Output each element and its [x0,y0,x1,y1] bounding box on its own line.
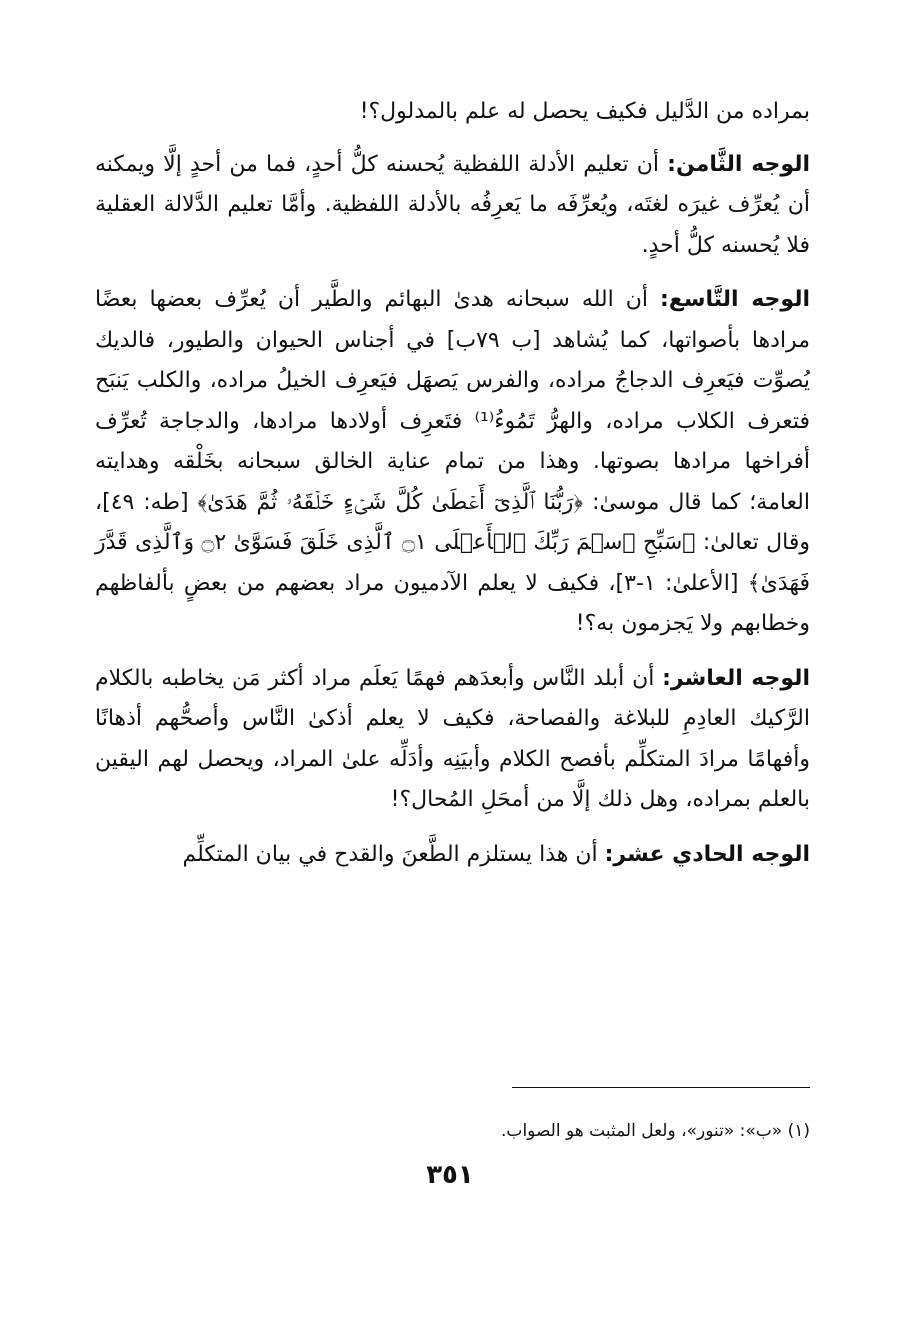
ninth-aspect-text: أن الله سبحانه هدىٰ البهائم والطَّير أن يُعرِّف بعضها بعضًا مرادها بأصواتها، كما يُشاهد [ب ٧٩ب] في أجناس الحيوان والطيور، فالديك يُصوِّت فيَعرِف الدجاجُ مراده، والفرس يَصهَل فيَعرِف الخيلُ مراده، والكلب يَنبَح فتعرف الكلاب مراده، والهرُّ تَمُوءُ⁽¹⁾ فتَعرِف أولادها مرادها، والدجاجة تُعرِّف أفراخها مرادها بصوتها. وهذا من تمام عناية الخالق سبحانه بخَلْقه وهدايته العامة؛ كما قال موسىٰ: ﴿رَبُّنَا ٱلَّذِىٓ أَعۡطَىٰ كُلَّ شَىۡءٍ خَلۡقَهُۥ ثُمَّ هَدَىٰ﴾ [طه: ٤٩]، وقال تعالىٰ: ﴿سَبِّحِ ٱسۡمَ رَبِّكَ ٱلۡأَعۡلَى ۝١ ٱلَّذِى خَلَقَ فَسَوَّىٰ ۝٢ وَٱلَّذِى قَدَّرَ فَهَدَىٰ﴾ [الأعلىٰ: ١-٣]، فكيف لا يعلم الآدميون مراد بعضهم من بعضٍ بألفاظهم وخطابهم ولا يَجزمون به؟! [95,287,810,636]
page-body [95,92,810,889]
paragraph-1-text: بمراده من الدَّليل فكيف يحصل له علم بالمدلول؟! [359,99,810,124]
paragraph-tenth-aspect [95,659,810,821]
tenth-aspect-heading: الوجه العاشر: [662,665,810,691]
paragraph-eleventh-aspect [95,835,810,876]
eighth-aspect-text: أن تعليم الأدلة اللفظية يُحسنه كلُّ أحدٍ، فما من أحدٍ إلَّا ويمكنه أن يُعرِّف غيرَه لغتَه، ويُعرِّفَه ما يَعرِفُه بالأدلة اللفظية. وأمَّا تعليم الدَّلالة العقلية فلا يُحسنه كلُّ أحدٍ. [95,151,810,258]
tenth-aspect-text: أن أبلد النَّاس وأبعدَهم فهمًا يَعلَم مراد أكثر مَن يخاطبه بالكلام الرَّكيك العادِمِ للبلاغة والفصاحة، فكيف لا يعلم أذكىٰ النَّاس وأصحُّهم أذهانًا وأفهامًا مرادَ المتكلِّم بأفصح الكلام وأبيَنِه وأدَلِّه علىٰ المراد، ويحصل لهم اليقين بالعلم بمراده، وهل ذلك إلَّا من أمحَلِ المُحال؟! [95,665,810,812]
paragraph-eighth-aspect [95,145,810,267]
eleventh-aspect-heading: الوجه الحادي عشر: [604,841,810,867]
paragraph-ninth-aspect [95,280,810,645]
footnote: (١) «ب»: «تنور»، ولعل المثبت هو الصواب. [501,1121,810,1141]
footnote-divider [512,1087,810,1088]
page-number: ٣٥١ [426,1160,474,1190]
eighth-aspect-heading: الوجه الثَّامن: [667,151,810,177]
paragraph-1 [95,92,810,133]
ninth-aspect-heading: الوجه التَّاسع: [660,287,810,312]
eleventh-aspect-text: أن هذا يستلزم الطَّعنَ والقدح في بيان المتكلِّم [182,841,605,867]
